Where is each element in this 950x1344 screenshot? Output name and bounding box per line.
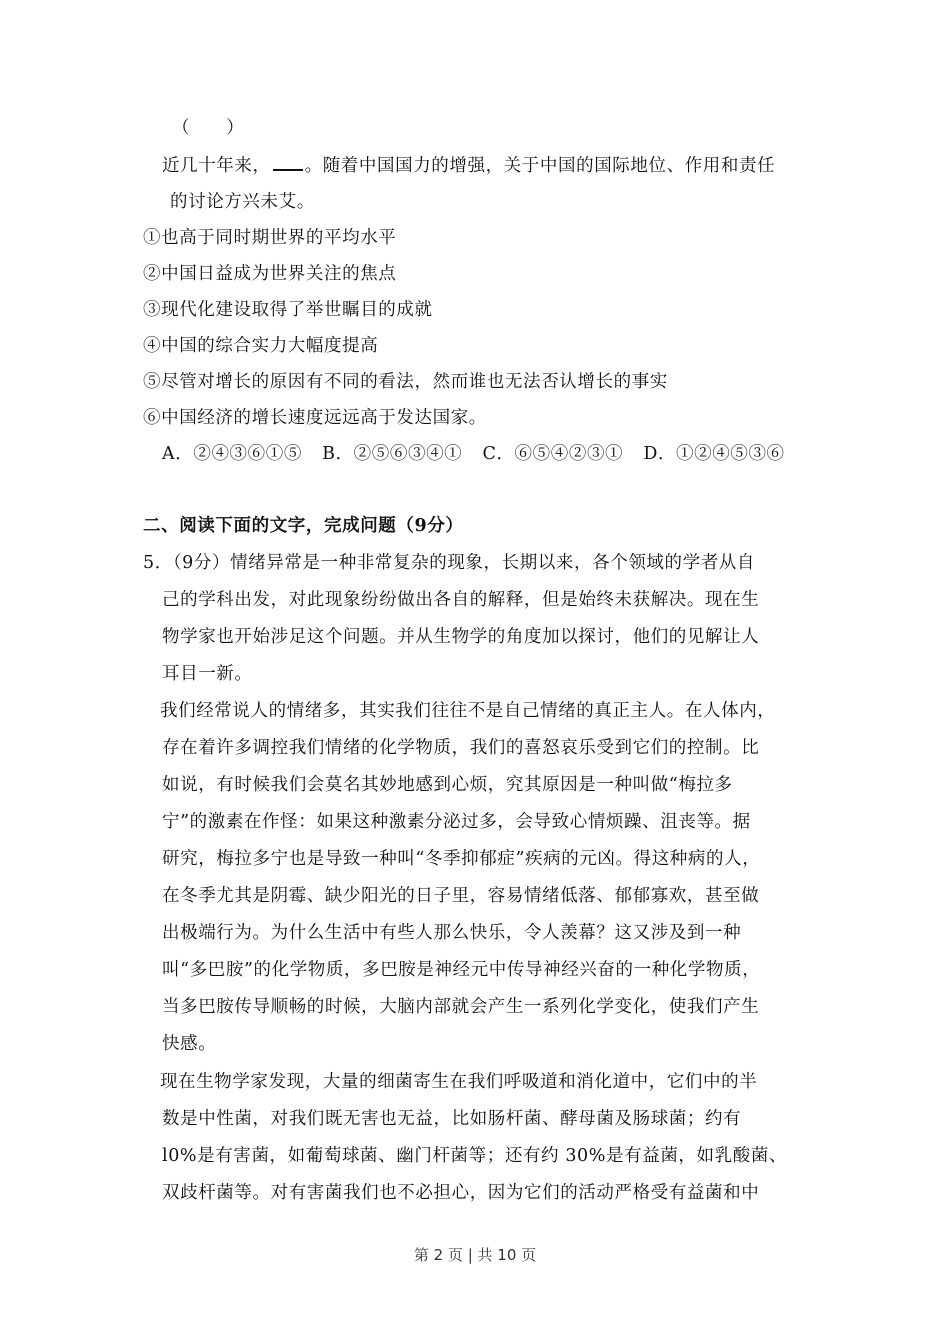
sentence-item: ①也高于同时期世界的平均水平 [143, 228, 397, 248]
paragraph-line: 我们经常说人的情绪多，其实我们往往不是自己情绪的真正主人。在人体内， [160, 701, 776, 721]
stem-pre: 近几十年来， [162, 156, 271, 176]
paragraph-line: 宁”的激素在作怪：如果这种激素分泌过多，会导致心情烦躁、沮丧等。据 [162, 812, 751, 832]
paragraph-line: 出极端行为。为什么生活中有些人那么快乐，令人羡幕？这又涉及到一种 [162, 923, 742, 943]
option-b: B．②⑤⑥③④① [322, 444, 463, 464]
option-a: A．②④③⑥①⑤ [162, 444, 302, 464]
paragraph-line: 叫“多巴胺”的化学物质，多巴胺是神经元中传导神经兴奋的一种化学物质， [162, 960, 761, 980]
answer-options [162, 442, 799, 466]
question4-stem-line2: 的讨论方兴未艾。 [170, 192, 315, 212]
paragraph-line: 研究，梅拉多宁也是导致一种叫“冬季抑郁症”疾病的元凶。得这种病的人， [162, 849, 761, 869]
question5-line: 物学家也开始涉足这个问题。并从生物学的角度加以探讨，他们的见解让人 [162, 627, 760, 647]
question4-stem-line1 [162, 153, 775, 178]
section-heading: 二、阅读下面的文字，完成问题（9分） [143, 516, 464, 536]
page-number-footer: 第 2 页 | 共 10 页 [413, 1246, 537, 1264]
stem-post: 。随着中国国力的增强，关于中国的国际地位、作用和责任 [304, 156, 776, 176]
sentence-item: ②中国日益成为世界关注的焦点 [143, 264, 397, 284]
sentence-item: ④中国的综合实力大幅度提高 [143, 336, 379, 356]
sentence-item: ⑤尽管对增长的原因有不同的看法，然而谁也无法否认增长的事实 [143, 372, 668, 392]
fill-in-blank [273, 153, 303, 171]
sentence-item: ⑥中国经济的增长速度远远高于发达国家。 [143, 408, 487, 428]
answer-parentheses: （ ） [172, 118, 245, 138]
option-c: C．⑥⑤④②③① [482, 444, 624, 464]
paragraph-line: 双歧杆菌等。对有害菌我们也不必担心，因为它们的活动严格受有益菌和中 [162, 1183, 760, 1203]
question5-line: 己的学科出发，对此现象纷纷做出各自的解释，但是始终未获解决。现在生 [162, 590, 760, 610]
paragraph-line: 现在生物学家发现，大量的细菌寄生在我们呼吸道和消化道中，它们中的半 [160, 1072, 758, 1092]
paragraph-line: 快感。 [162, 1034, 217, 1054]
paragraph-line: l0%是有害菌，如葡萄球菌、幽门杆菌等；还有约 30%是有益菌，如乳酸菌、 [162, 1146, 788, 1166]
question5-line: 5．（9分）情绪异常是一种非常复杂的现象，长期以来，各个领域的学者从自 [143, 553, 756, 573]
paragraph-line: 当多巴胺传导顺畅的时候，大脑内部就会产生一系列化学变化，使我们产生 [162, 997, 760, 1017]
option-d: D．①②④⑤③⑥ [643, 444, 785, 464]
paragraph-line: 在冬季尤其是阴霉、缺少阳光的日子里，容易情绪低落、郁郁寡欢，甚至做 [162, 886, 760, 906]
paragraph-line: 数是中性菌，对我们既无害也无益，比如肠杆菌、酵母菌及肠球菌；约有 [162, 1109, 742, 1129]
sentence-item: ③现代化建设取得了举世瞩目的成就 [143, 300, 433, 320]
paragraph-line: 如说，有时候我们会莫名其妙地感到心烦，究其原因是一种叫做“梅拉多 [162, 775, 733, 795]
paragraph-line: 存在着许多调控我们情绪的化学物质，我们的喜怒哀乐受到它们的控制。比 [162, 738, 760, 758]
question5-line: 耳目一新。 [162, 664, 253, 684]
